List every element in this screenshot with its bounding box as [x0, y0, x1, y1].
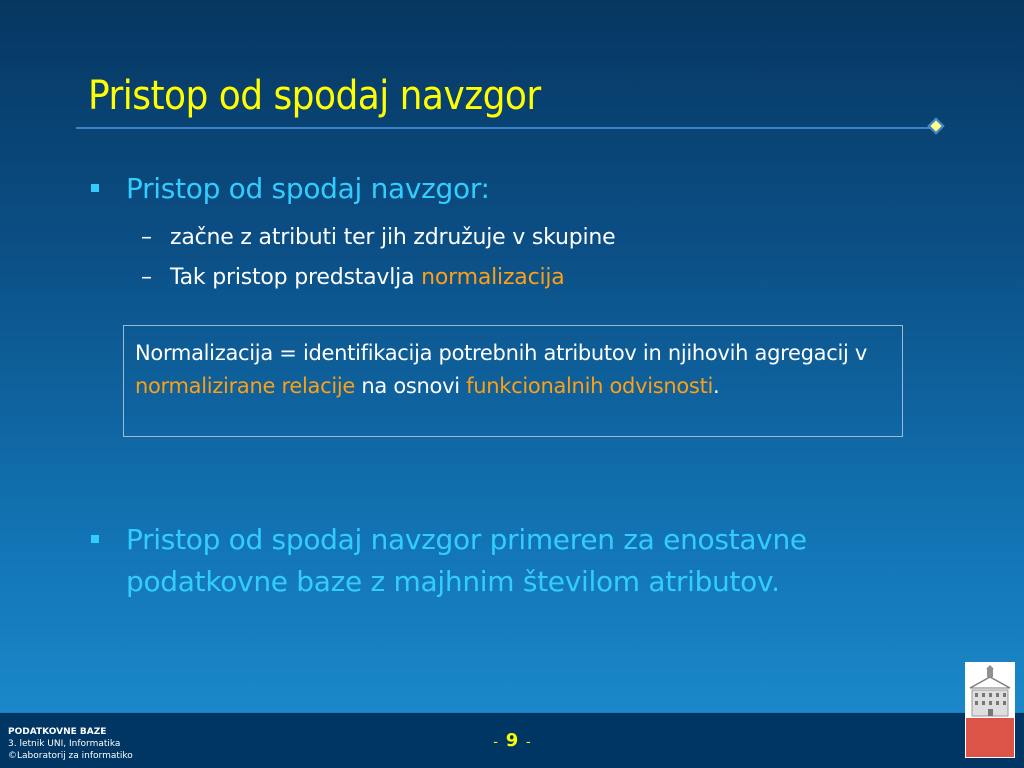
- dash-bullet-icon: –: [141, 265, 152, 290]
- square-bullet-icon: [91, 184, 99, 192]
- university-building-logo: [965, 662, 1015, 758]
- normalizacija-highlight: normalizacija: [421, 265, 565, 290]
- logo-red-band: [966, 718, 1014, 757]
- building-icon: [966, 663, 1014, 720]
- page-number: [470, 730, 554, 754]
- bullet-1-text: Pristop od spodaj navzgor:: [126, 172, 490, 205]
- sub-bullet-2-prefix: Tak pristop predstavlja: [170, 265, 422, 290]
- diamond-icon: [928, 118, 945, 135]
- sub-bullet-2: [170, 263, 565, 293]
- page-prefix: -: [493, 735, 498, 750]
- normalizirane-relacije-highlight: normalizirane relacije: [135, 374, 356, 398]
- definition-box: [123, 325, 903, 437]
- bullet-2-line-2: podatkovne baze z majhnim številom atributov.: [126, 565, 780, 598]
- footer-course: PODATKOVNE BAZE: [8, 727, 107, 737]
- page-suffix: -: [526, 735, 531, 750]
- footer-lab: ©Laboratorij za informatiko: [8, 751, 133, 761]
- page-number-value: 9: [505, 730, 519, 751]
- sub-bullet-1: začne z atributi ter jih združuje v skupine: [170, 225, 616, 250]
- definition-text-2: na osnovi: [355, 374, 467, 398]
- bullet-2-line-1: Pristop od spodaj navzgor primeren za enostavne: [126, 523, 807, 556]
- definition-text-1: Normalizacija = identifikacija potrebnih atributov in njihovih agregacij v: [135, 341, 868, 365]
- definition-period: .: [713, 374, 720, 398]
- title-underline: [76, 127, 938, 129]
- slide-title: Pristop od spodaj navzgor: [88, 73, 541, 119]
- footer-divider: [0, 712, 1024, 713]
- square-bullet-icon: [91, 535, 99, 543]
- funkcionalnih-odvisnosti-highlight: funkcionalnih odvisnosti: [466, 374, 714, 398]
- dash-bullet-icon: –: [141, 225, 152, 250]
- footer-year: 3. letnik UNI, Informatika: [8, 739, 121, 749]
